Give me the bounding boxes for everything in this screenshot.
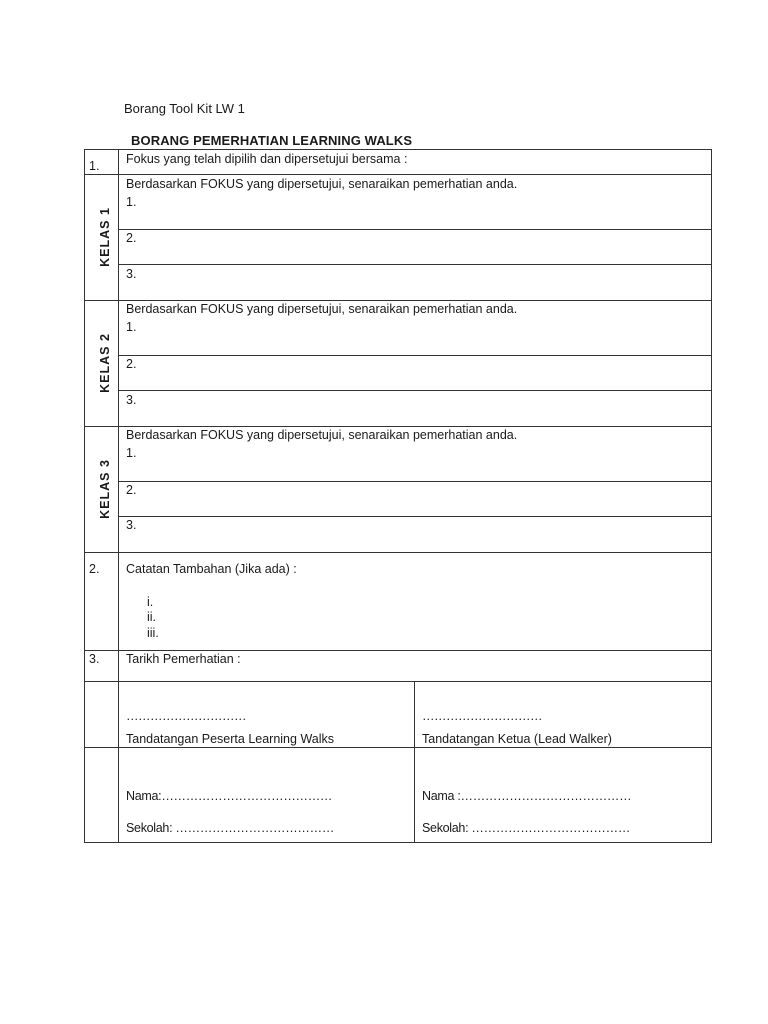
item-divider	[119, 516, 712, 517]
lead-walker-school-field: Sekolah: …………………………………	[422, 821, 631, 835]
table-border-top	[84, 149, 712, 150]
observation-item: 2.	[126, 357, 137, 371]
observation-item: 1.	[126, 195, 137, 209]
participant-name-field: Nama:……………………………………	[126, 789, 333, 803]
form-title: BORANG PEMERHATIAN LEARNING WALKS	[131, 133, 413, 148]
item-divider	[119, 481, 712, 482]
row-number: 2.	[89, 562, 100, 576]
document-label: Borang Tool Kit LW 1	[124, 101, 245, 116]
item-divider	[119, 229, 712, 230]
row-number: 1.	[89, 159, 100, 173]
class-label: KELAS 1	[98, 207, 113, 267]
observation-prompt: Berdasarkan FOKUS yang dipersetujui, senaraikan pemerhatian anda.	[126, 428, 518, 442]
row-number: 3.	[89, 652, 100, 666]
date-label: Tarikh Pemerhatian :	[126, 652, 241, 666]
notes-item: i.	[147, 595, 154, 609]
observation-prompt: Berdasarkan FOKUS yang dipersetujui, senaraikan pemerhatian anda.	[126, 177, 518, 191]
notes-item: ii.	[147, 610, 157, 624]
row-divider	[84, 426, 712, 427]
row-divider	[84, 650, 712, 651]
row-divider	[84, 747, 712, 748]
row-divider	[84, 300, 712, 301]
observation-prompt: Berdasarkan FOKUS yang dipersetujui, senaraikan pemerhatian anda.	[126, 302, 518, 316]
observation-item: 2.	[126, 231, 137, 245]
table-border-bottom	[84, 842, 712, 843]
row-divider	[84, 681, 712, 682]
participant-signature-caption: Tandatangan Peserta Learning Walks	[126, 732, 335, 746]
lead-walker-name-field: Nama :……………………………………	[422, 789, 632, 803]
item-divider	[119, 355, 712, 356]
participant-school-field: Sekolah: …………………………………	[126, 821, 335, 835]
column-divider	[118, 149, 119, 843]
item-divider	[119, 264, 712, 265]
class-label: KELAS 2	[98, 333, 113, 393]
row-divider	[84, 174, 712, 175]
class-label: KELAS 3	[98, 459, 113, 519]
notes-label: Catatan Tambahan (Jika ada) :	[126, 562, 297, 576]
row-divider	[84, 552, 712, 553]
observation-item: 2.	[126, 483, 137, 497]
observation-item: 3.	[126, 393, 137, 407]
signature-line: …………………………	[126, 709, 246, 723]
table-border-left	[84, 149, 85, 843]
signature-column-divider	[414, 681, 415, 843]
item-divider	[119, 390, 712, 391]
lead-walker-signature-caption: Tandatangan Ketua (Lead Walker)	[422, 732, 612, 746]
observation-item: 3.	[126, 518, 137, 532]
table-border-right	[711, 149, 712, 843]
focus-label: Fokus yang telah dipilih dan dipersetujui bersama :	[126, 152, 408, 166]
signature-line: …………………………	[422, 709, 542, 723]
observation-item: 1.	[126, 320, 137, 334]
observation-item: 1.	[126, 446, 137, 460]
notes-item: iii.	[147, 626, 159, 640]
observation-item: 3.	[126, 267, 137, 281]
